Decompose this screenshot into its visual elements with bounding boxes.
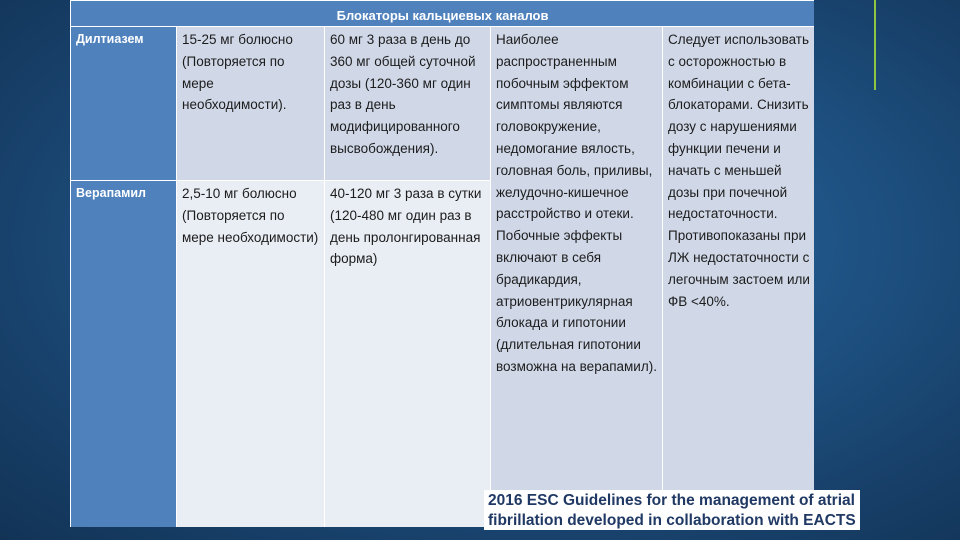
slide-content	[70, 0, 814, 527]
drug-name-cell: Дилтиазем	[71, 27, 177, 181]
table-row	[71, 27, 815, 181]
maintenance-dose-cell: 40-120 мг 3 раза в сутки (120-480 мг один раз в день пролонгированная форма)	[325, 181, 491, 528]
table-title: Блокаторы кальциевых каналов	[71, 1, 815, 27]
calcium-channel-blockers-table	[70, 0, 814, 527]
side-effects-cell: Наиболее распространенным побочным эффектом симптомы являются головокружение, недомогание вялость, головная боль, приливы, желудочно-кишечное расстройство и отеки. Побочные эффекты включают в себя брадикардия, атриовентрикулярная блокада и гипотонии (длительная гипотонии возможна на верапамил).	[491, 27, 663, 528]
notes-cell: Следует использовать с осторожностью в комбинации с бета-блокаторами. Снизить дозу с нарушениями функции печени и начать с меньшей дозы при почечной недостаточности. Противопоказаны при ЛЖ недостаточности с легочным застоем или ФВ <40%.	[663, 27, 815, 528]
citation-line-2: fibrillation developed in collaboration with EACTS	[488, 512, 856, 529]
bolus-dose-cell: 2,5-10 мг болюсно (Повторяется по мере необходимости)	[177, 181, 325, 528]
guideline-citation	[484, 490, 860, 530]
maintenance-dose-cell: 60 мг 3 раза в день до 360 мг общей суточной дозы (120-360 мг один раз в день модифицированного высвобождения).	[325, 27, 491, 181]
slide-accent-line	[874, 0, 876, 90]
bolus-dose-cell: 15-25 мг болюсно (Повторяется по мере необходимости).	[177, 27, 325, 181]
drug-name-cell: Верапамил	[71, 181, 177, 528]
citation-line-1: 2016 ESC Guidelines for the management of atrial	[488, 492, 855, 509]
